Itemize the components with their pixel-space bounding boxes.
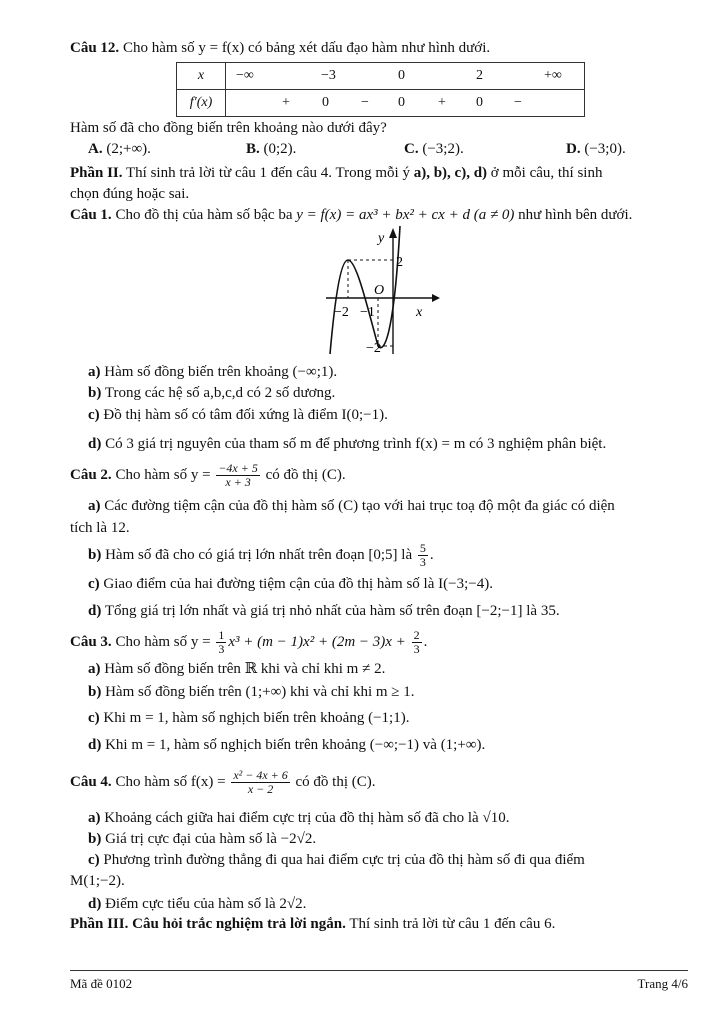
sign-table-sign-row [226, 90, 585, 117]
c4-item-a: a) Khoảng cách giữa hai điểm cực trị của đồ thị hàm số đã cho là √10. [88, 810, 510, 826]
part3-heading: Phần III. Câu hỏi trắc nghiệm trả lời ngắn. Thí sinh trả lời từ câu 1 đến câu 6. [70, 916, 556, 932]
sign-6: 0 [476, 95, 483, 110]
q12-option-d: D. (−3;0). [566, 141, 626, 157]
c4-stem: Câu 4. Cho hàm số f(x) = $\frac{\text{x² − 4x + 6}}{x - 2}$ có đồ thị (C). [70, 768, 376, 796]
cubic-graph [318, 226, 448, 356]
c2-b-fraction: $\frac{5}{3}$ [419, 541, 426, 569]
c3-item-b: b) Hàm số đồng biến trên (1;+∞) khi và chỉ khi m ≥ 1. [88, 684, 415, 700]
q12-option-b: B. (0;2). [246, 141, 297, 157]
q12-text: Cho hàm số y = f(x) có bảng xét dấu đạo hàm như hình dưới. [122, 40, 491, 56]
sign-table-x-row [226, 63, 585, 90]
q12-label: Câu 12. [70, 40, 120, 56]
c3-frac-1: $\frac{1}{3}$ [218, 628, 225, 656]
footer-exam-code: Mã đề 0102 [70, 976, 133, 991]
c3-item-c: c) Khi m = 1, hàm số nghịch biến trên khoảng (−1;1). [88, 710, 410, 726]
c3-frac-2: $\frac{2}{3}$ [413, 628, 420, 656]
c2-item-a: a) Các đường tiệm cận của đồ thị hàm số (C) tạo với hai trục toạ độ một đa giác có diện [88, 498, 615, 514]
c2-item-c: c) Giao điểm của hai đường tiệm cận của đồ thị hàm số là I(−3;−4). [88, 576, 493, 592]
x-axis-arrow [432, 294, 440, 302]
x-val-3: 0 [398, 68, 405, 83]
c4-item-d: d) Điểm cực tiểu của hàm số là 2√2. [88, 896, 307, 912]
part2-heading: Phần II. Thí sinh trả lời từ câu 1 đến câu 4. Trong mỗi ý a), b), c), d) ở mỗi câu, thí sinh [70, 165, 603, 181]
c2-item-a-cont: tích là 12. [70, 520, 130, 536]
c2-item-d: d) Tổng giá trị lớn nhất và giá trị nhỏ nhất của hàm số trên đoạn [−2;−1] là 35. [88, 603, 560, 619]
sign-2: 0 [322, 95, 329, 110]
tick-y-neg2: −2 [366, 341, 381, 356]
c3-item-d: d) Khi m = 1, hàm số nghịch biến trên khoảng (−∞;−1) và (1;+∞). [88, 737, 486, 753]
tick-y-2: 2 [396, 255, 403, 270]
c1-item-b: b) Trong các hệ số a,b,c,d có 2 số dương. [88, 385, 336, 401]
c4-item-c-cont: M(1;−2). [70, 873, 125, 889]
part2-heading-cont: chọn đúng hoặc sai. [70, 186, 190, 202]
c1-stem: Câu 1. Cho đồ thị của hàm số bậc ba y = f(x) = ax³ + bx² + cx + d (a ≠ 0) như hình bên dưới. [70, 207, 633, 223]
sign-1: + [282, 95, 290, 110]
origin-label: O [374, 283, 385, 298]
c1-item-a: a) Hàm số đồng biến trên khoảng (−∞;1). [88, 364, 338, 380]
q12-option-c: C. (−3;2). [404, 141, 464, 157]
c3-stem: Câu 3. Cho hàm số y = $\frac{1}{3}$ x³ + (m − 1)x² + (2m − 3)x + $\frac{2}{3}$ . [70, 628, 428, 656]
c1-item-d: d) Có 3 giá trị nguyên của tham số m để phương trình f(x) = m có 3 nghiệm phân biệt. [88, 436, 607, 452]
sign-4: 0 [398, 95, 405, 110]
sign-table-fx-label: f′(x) [177, 90, 226, 117]
c4-item-b: b) Giá trị cực đại của hàm số là −2√2. [88, 831, 317, 847]
y-axis-arrow [389, 228, 397, 238]
sign-7: − [514, 95, 522, 110]
x-val-1: −∞ [236, 68, 254, 83]
x-val-2: −3 [321, 68, 336, 83]
c2-fraction: $\frac{-4x + 5}{x + 3}$ [218, 461, 258, 489]
sign-table [176, 62, 585, 117]
x-val-5: +∞ [544, 68, 562, 83]
q12-question: Hàm số đã cho đồng biến trên khoảng nào dưới đây? [70, 120, 387, 136]
footer-page-number: Trang 4/6 [637, 976, 688, 991]
sign-3: − [361, 95, 369, 110]
x-axis-label: x [416, 305, 423, 320]
q12-option-a: A. (2;+∞). [88, 141, 151, 157]
y-axis-label: y [378, 231, 385, 246]
sign-table-x-label: x [177, 63, 226, 90]
x-val-4: 2 [476, 68, 483, 83]
c1-item-c: c) Đồ thị hàm số có tâm đối xứng là điểm I(0;−1). [88, 407, 388, 423]
c2-item-b: b) Hàm số đã cho có giá trị lớn nhất trên đoạn [0;5] là $\frac{5}{3}$ . [88, 541, 434, 569]
sign-5: + [438, 95, 446, 110]
c4-fraction: $\frac{\text{x² − 4x + 6}}{x - 2}$ [233, 768, 288, 796]
footer-divider [70, 970, 688, 971]
tick-x-neg1: −1 [360, 305, 375, 320]
c2-stem: Câu 2. Cho hàm số y = $\frac{-4x + 5}{x + 3}$ có đồ thị (C). [70, 461, 346, 489]
cubic-curve [330, 226, 400, 354]
q12-stem [70, 38, 490, 58]
c4-item-c: c) Phương trình đường thẳng đi qua hai điểm cực trị của đồ thị hàm số đi qua điểm [88, 852, 585, 868]
c3-item-a: a) Hàm số đồng biến trên ℝ khi và chỉ khi m ≠ 2. [88, 661, 386, 677]
tick-x-neg2: −2 [334, 305, 349, 320]
